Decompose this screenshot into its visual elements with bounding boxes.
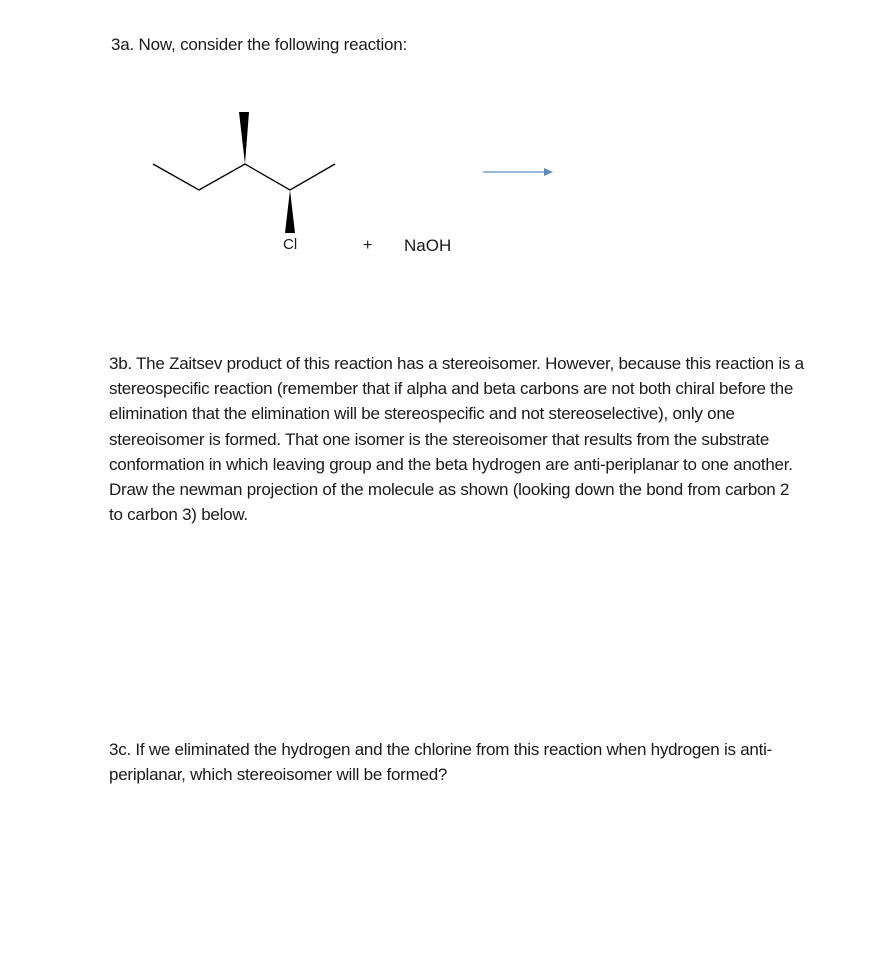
wedge-bond-chlorine	[285, 190, 295, 233]
reaction-arrow-head	[544, 168, 553, 176]
chlorine-label: Cl	[283, 236, 298, 253]
plus-sign: +	[363, 237, 373, 254]
question-3b-line: to carbon 3) below.	[109, 505, 248, 525]
question-3b-paragraph	[109, 351, 864, 527]
question-3b-line: stereoisomer is formed. That one isomer is the stereoisomer that results from the substrate	[109, 429, 770, 449]
question-3b-line: Draw the newman projection of the molecule as shown (looking down the bond from carbon 2	[109, 480, 790, 500]
question-3c-line: 3c. If we eliminated the hydrogen and the chlorine from this reaction when hydrogen is anti-	[109, 740, 773, 759]
question-3b-line: elimination that the elimination will be stereospecific and not stereoselective), only one	[109, 404, 735, 424]
question-3c-line: periplanar, which stereoisomer will be formed?	[109, 765, 448, 785]
wedge-bond-methyl	[239, 112, 249, 164]
question-3c-paragraph	[109, 737, 864, 787]
reagent-label: NaOH	[404, 236, 452, 255]
carbon-skeleton	[153, 164, 335, 190]
question-3a-prompt: 3a. Now, consider the following reaction:	[111, 35, 408, 54]
question-3b-line: stereospecific reaction (remember that if alpha and beta carbons are not both chiral before the	[109, 379, 794, 399]
question-3b-line: conformation in which leaving group and the beta hydrogen are anti-periplanar to one another.	[109, 454, 793, 474]
question-3b-line: 3b. The Zaitsev product of this reaction has a stereoisomer. However, because this reaction is a	[109, 354, 804, 373]
